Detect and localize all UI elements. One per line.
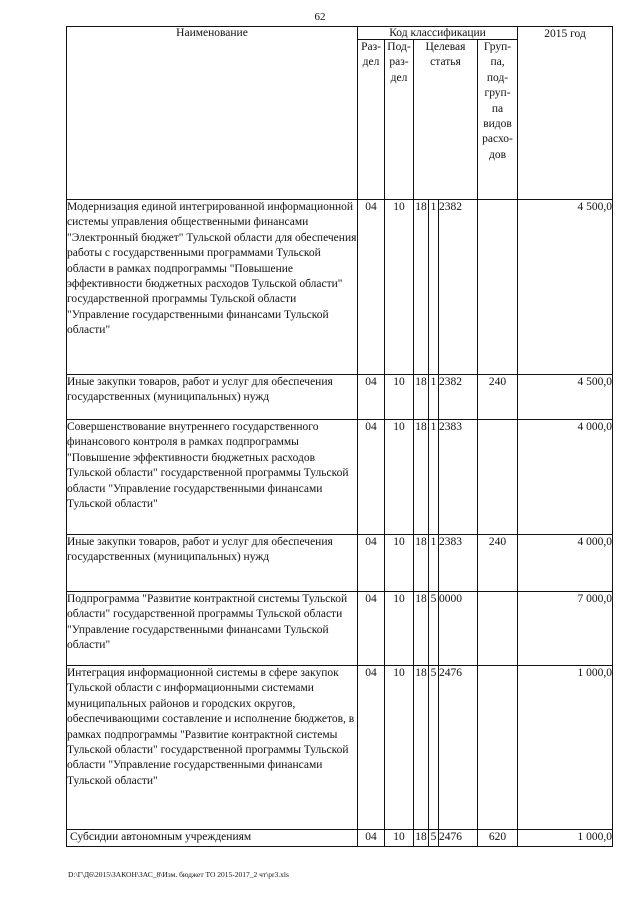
podrazdel-code: 10 — [385, 420, 414, 535]
row-name: Иные закупки товаров, работ и услуг для обеспечения государственных (муниципальных) нужд — [67, 535, 358, 592]
program-code: 18 — [414, 200, 429, 375]
podrazdel-code: 10 — [385, 200, 414, 375]
row-name: Модернизация единой интегрированной информационной системы управления общественными финансами "Электронный бюджет" Тульской области для обеспечения работы с государственными программами Тульской области в рамках подпрограммы "Повышение эффективности бюджетных расходов Тульской области" государственной программы Тульской области "Управление государственными финансами Тульской области" — [67, 200, 358, 375]
header-row-top — [67, 27, 613, 40]
expense-type-code: 620 — [478, 830, 518, 847]
subprogram-code: 1 — [429, 420, 439, 535]
header-razdel: Раз- дел — [358, 40, 385, 200]
amount-2015: 4 500,0 — [518, 200, 613, 375]
target-number: 2383 — [439, 420, 478, 535]
target-number: 2476 — [439, 666, 478, 830]
budget-table — [66, 26, 613, 847]
program-code: 18 — [414, 592, 429, 666]
table-row — [67, 592, 613, 666]
program-code: 18 — [414, 375, 429, 420]
header-podrazdel: Под- раз- дел — [385, 40, 414, 200]
header-name: Наименование — [67, 27, 358, 200]
razdel-code: 04 — [358, 592, 385, 666]
expense-type-code — [478, 592, 518, 666]
program-code: 18 — [414, 535, 429, 592]
podrazdel-code: 10 — [385, 535, 414, 592]
table-row — [67, 830, 613, 847]
row-name: Совершенствование внутреннего государственного финансового контроля в рамках подпрограммы "Повышение эффективности бюджетных расходов Тульской области" государственной программы Тульской области "Управление государственными финансами Тульской области" — [67, 420, 358, 535]
page-number: 62 — [314, 11, 326, 23]
table-row — [67, 666, 613, 830]
podrazdel-code: 10 — [385, 375, 414, 420]
amount-2015: 1 000,0 — [518, 666, 613, 830]
expense-type-code — [478, 420, 518, 535]
header-year: 2015 год — [518, 27, 613, 200]
amount-2015: 1 000,0 — [518, 830, 613, 847]
header-classification: Код классификации — [358, 27, 518, 40]
razdel-code: 04 — [358, 830, 385, 847]
subprogram-code: 1 — [429, 535, 439, 592]
podrazdel-code: 10 — [385, 592, 414, 666]
razdel-code: 04 — [358, 420, 385, 535]
podrazdel-code: 10 — [385, 666, 414, 830]
expense-type-code: 240 — [478, 535, 518, 592]
target-number: 2382 — [439, 200, 478, 375]
razdel-code: 04 — [358, 666, 385, 830]
razdel-code: 04 — [358, 200, 385, 375]
expense-type-code: 240 — [478, 375, 518, 420]
row-name: Интеграция информационной системы в сфере закупок Тульской области с информационными системами муниципальных районов и городских округов, обеспечивающими составление и исполнение бюджетов, в рамках подпрограммы "Развитие контрактной системы Тульской области" государственной программы Тульской области "Управление государственными финансами Тульской области" — [67, 666, 358, 830]
table-row — [67, 420, 613, 535]
subprogram-code: 5 — [429, 592, 439, 666]
target-number: 2382 — [439, 375, 478, 420]
amount-2015: 4 000,0 — [518, 420, 613, 535]
target-number: 2476 — [439, 830, 478, 847]
razdel-code: 04 — [358, 535, 385, 592]
subprogram-code: 5 — [429, 830, 439, 847]
razdel-code: 04 — [358, 375, 385, 420]
header-target: Целевая статья — [414, 40, 478, 200]
subprogram-code: 1 — [429, 375, 439, 420]
row-name: Субсидии автономным учреждениям — [67, 830, 358, 847]
row-name: Подпрограмма "Развитие контрактной системы Тульской области" государственной программы Тульской области "Управление государственными финансами Тульской области" — [67, 592, 358, 666]
table-row — [67, 535, 613, 592]
target-number: 2383 — [439, 535, 478, 592]
podrazdel-code: 10 — [385, 830, 414, 847]
file-path: D:\Г\Д6\2015\ЗАКОН\ЗАС_8\Изм. бюджет ТО 2015-2017_2 чт\pr3.xls — [68, 870, 289, 879]
header-vid: Груп- па, под- груп- па видов расхо- дов — [478, 40, 518, 200]
amount-2015: 4 500,0 — [518, 375, 613, 420]
table-row — [67, 200, 613, 375]
subprogram-code: 1 — [429, 200, 439, 375]
program-code: 18 — [414, 420, 429, 535]
program-code: 18 — [414, 830, 429, 847]
table-row — [67, 375, 613, 420]
subprogram-code: 5 — [429, 666, 439, 830]
program-code: 18 — [414, 666, 429, 830]
amount-2015: 7 000,0 — [518, 592, 613, 666]
expense-type-code — [478, 200, 518, 375]
target-number: 0000 — [439, 592, 478, 666]
amount-2015: 4 000,0 — [518, 535, 613, 592]
row-name: Иные закупки товаров, работ и услуг для обеспечения государственных (муниципальных) нужд — [67, 375, 358, 420]
expense-type-code — [478, 666, 518, 830]
